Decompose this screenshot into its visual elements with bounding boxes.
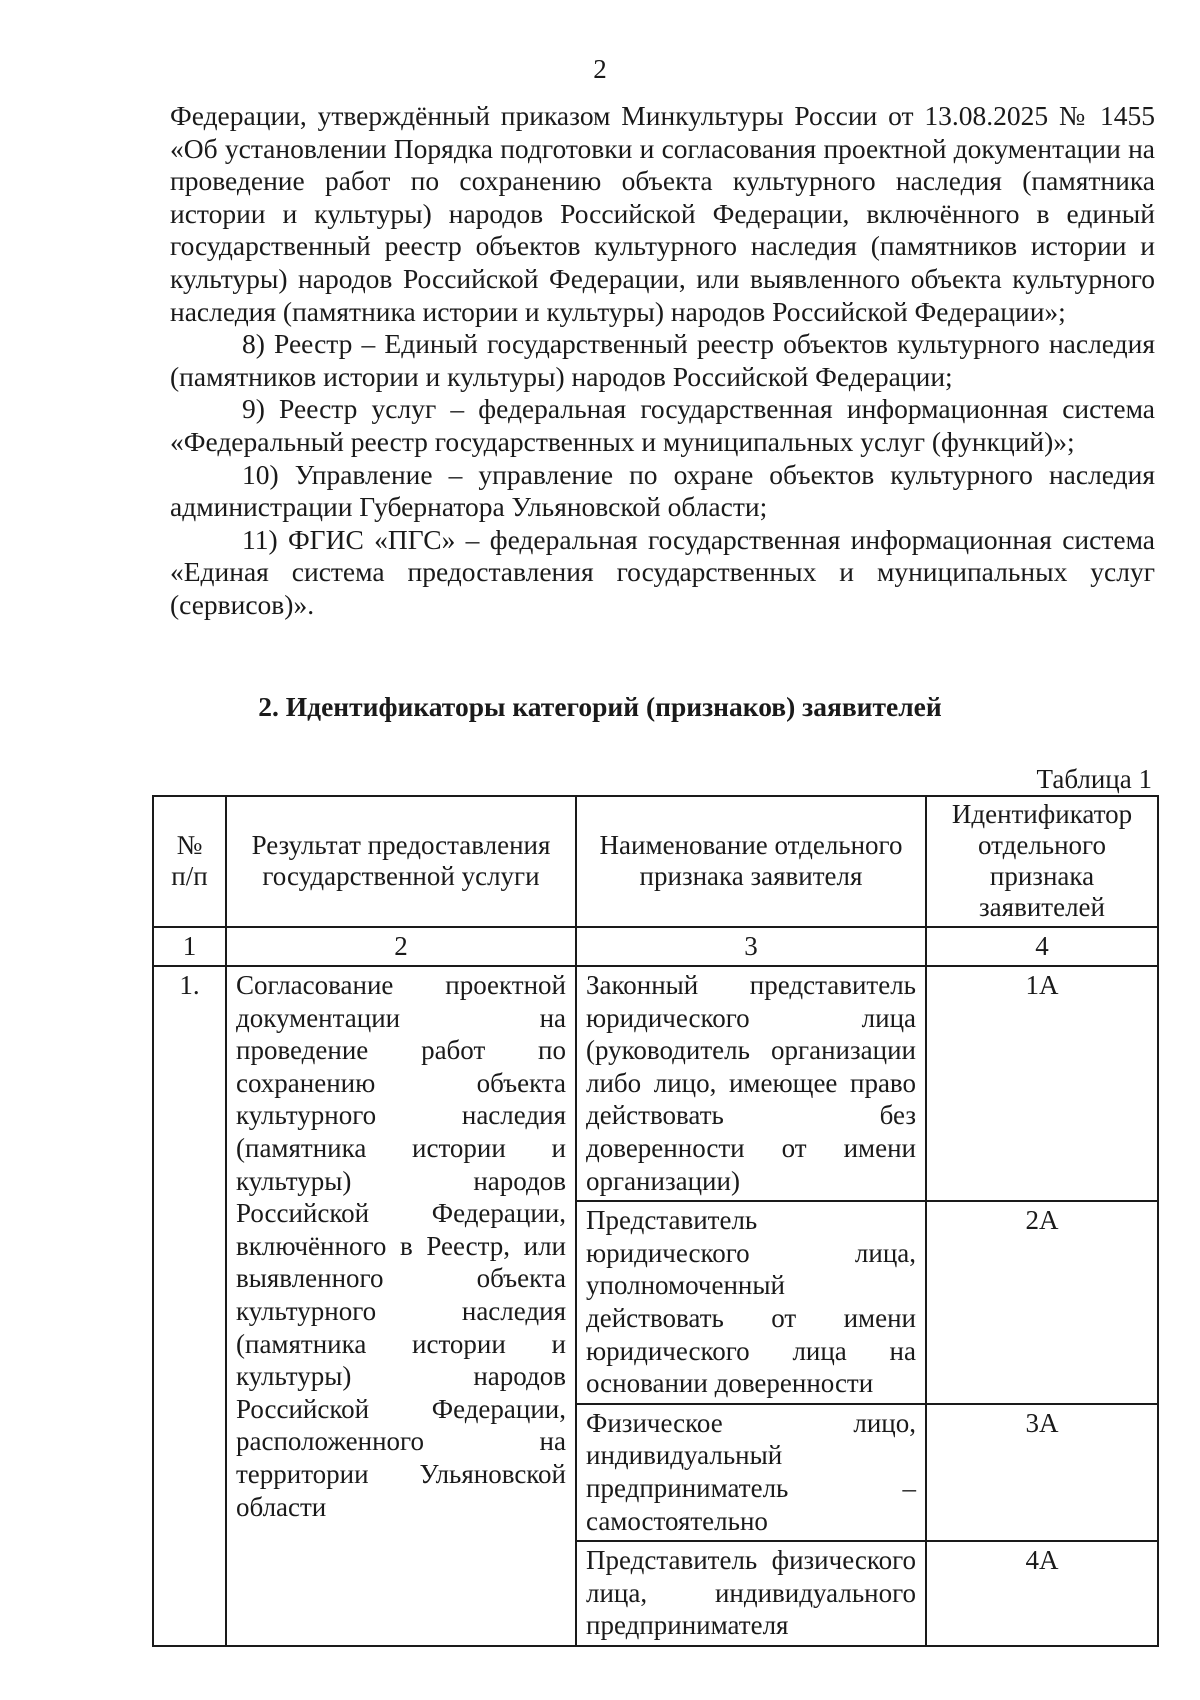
column-number-4: 4 (926, 927, 1158, 966)
sign-id-4: 4А (926, 1541, 1158, 1646)
sign-name-3: Физическое лицо, индивидуальный предприниматель – самостоятельно (576, 1404, 926, 1541)
column-number-3: 3 (576, 927, 926, 966)
table-header-row (153, 796, 1158, 927)
sign-id-1: 1А (926, 966, 1158, 1201)
row-service-result: Согласование проектной документации на проведение работ по сохранению объекта культурного наследия (памятника истории и культуры) народов Российской Федерации, включённого в Реестр, или выявленного объекта культурного наследия (памятника истории и культуры) народов Российской Федерации, расположенного на территории Ульяновской области (226, 966, 576, 1646)
header-result: Результат предоставления государственной услуги (226, 796, 576, 927)
header-sign-name: Наименование отдельного признака заявителя (576, 796, 926, 927)
paragraph-item-9: 9) Реестр услуг – федеральная государственная информационная система «Федеральный реестр государственных и муниципальных услуг (функций)»; (170, 393, 1155, 457)
paragraph-item-11: 11) ФГИС «ПГС» – федеральная государственная информационная система «Единая система предоставления государственных и муниципальных услуг (сервисов)». (170, 523, 1155, 620)
section-title: 2. Идентификаторы категорий (признаков) заявителей (258, 691, 942, 722)
table-column-numbers-row (153, 927, 1158, 966)
header-number: № п/п (153, 796, 226, 927)
header-identifier: Идентификатор отдельного признака заявителей (926, 796, 1158, 927)
table-caption: Таблица 1 (1036, 764, 1152, 794)
sign-name-1: Законный представитель юридического лица (руководитель организации либо лицо, имеющее право действовать без доверенности от имени организации) (576, 966, 926, 1201)
sign-id-3: 3А (926, 1404, 1158, 1541)
row-number: 1. (153, 966, 226, 1646)
paragraph-continuation: Федерации, утверждённый приказом Минкультуры России от 13.08.2025 № 1455 «Об установлении Порядка подготовки и согласования проектной документации на проведение работ по сохранению объекта культурного наследия (памятника истории и культуры) народов Российской Федерации, включённого в единый государственный реестр объектов культурного наследия (памятников истории и культуры) народов Российской Федерации, или выявленного объекта культурного наследия (памятника истории и культуры) народов Российской Федерации»; (170, 100, 1155, 327)
column-number-1: 1 (153, 927, 226, 966)
paragraph-item-8: 8) Реестр – Единый государственный реестр объектов культурного наследия (памятников истории и культуры) народов Российской Федерации; (170, 328, 1155, 392)
sign-name-4: Представитель физического лица, индивидуального предпринимателя (576, 1541, 926, 1646)
body-text (170, 100, 1155, 622)
table-row (153, 966, 1158, 1201)
applicant-categories-table (152, 795, 1159, 1647)
paragraph-item-10: 10) Управление – управление по охране объектов культурного наследия администрации Губернатора Ульяновской области; (170, 458, 1155, 523)
column-number-2: 2 (226, 927, 576, 966)
sign-id-2: 2А (926, 1201, 1158, 1404)
page-number: 2 (593, 54, 607, 84)
sign-name-2: Представитель юридического лица, уполномоченный действовать от имени юридического лица на основании доверенности (576, 1201, 926, 1404)
